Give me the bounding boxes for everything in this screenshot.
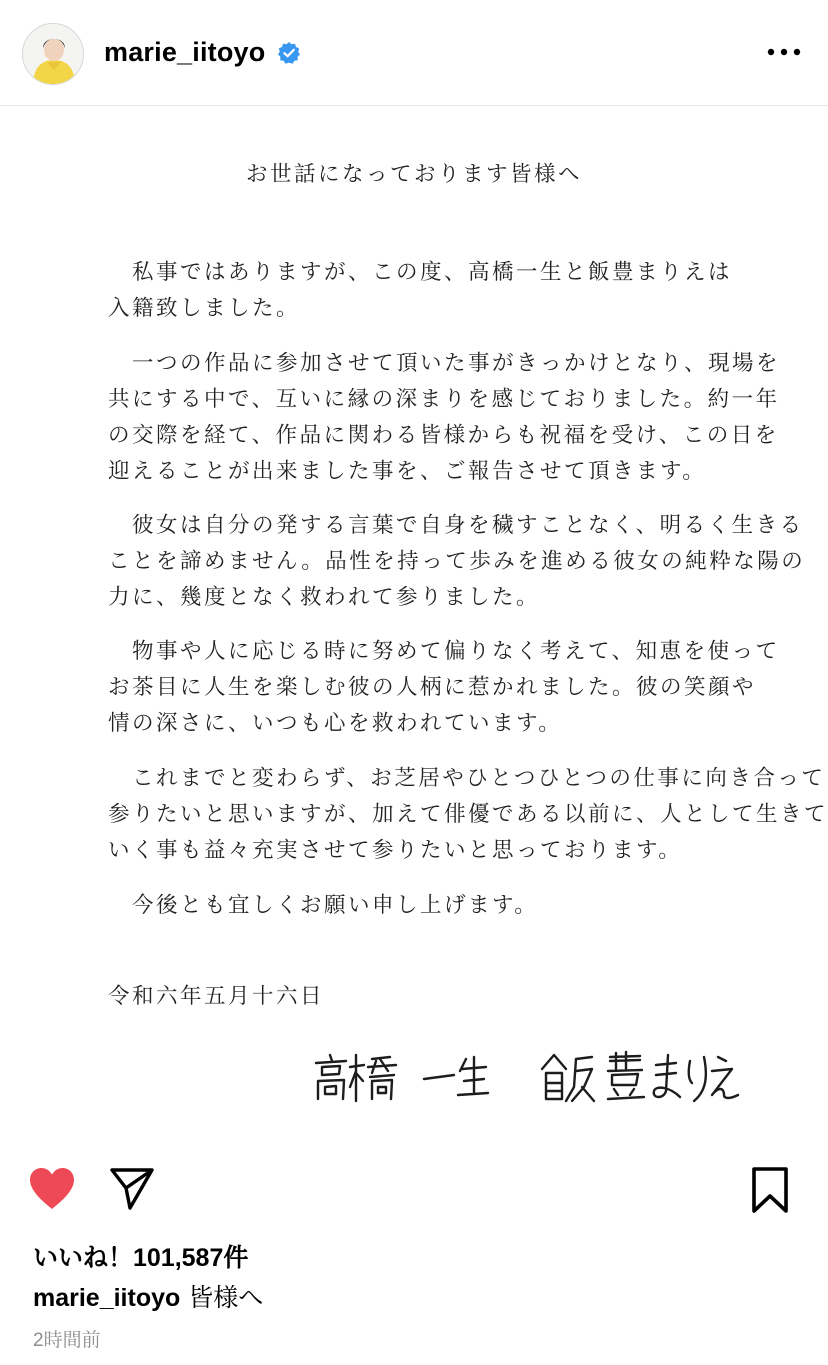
letter-line: 一つの作品に参加させて頂いた事がきっかけとなり、現場を — [108, 351, 781, 376]
letter-line: お茶目に人生を楽しむ彼の人柄に惹かれました。彼の笑顔や — [108, 675, 757, 700]
letter-line: 共にする中で、互いに縁の深まりを感じておりました。約一年 — [108, 387, 780, 412]
letter-salutation: お世話になっております皆様へ — [245, 162, 582, 187]
letter-paragraph — [108, 508, 806, 616]
letter-line: 参りたいと思いますが、加えて俳優である以前に、人として生きて — [108, 802, 828, 827]
letter-line: 今後とも宜しくお願い申し上げます。 — [108, 893, 539, 918]
share-icon[interactable] — [108, 1166, 156, 1212]
letter-paragraph — [108, 888, 728, 924]
letter-line: の交際を経て、作品に関わる皆様からも祝福を受け、この日を — [108, 423, 779, 448]
letter-line: 力に、幾度となく救われて参りました。 — [108, 585, 541, 610]
heart-icon[interactable] — [27, 1166, 77, 1212]
action-bar — [0, 1158, 828, 1222]
letter-paragraph — [108, 255, 733, 327]
avatar[interactable] — [22, 23, 84, 85]
letter-line: 情の深さに、いつも心を救われています。 — [108, 711, 563, 736]
post-header — [0, 0, 828, 106]
like-count[interactable]: いいね！101,587件 — [33, 1244, 249, 1272]
letter-line: 私事ではありますが、この度、高橋一生と飯豊まりえは — [108, 260, 733, 285]
letter-line: 入籍致しました。 — [108, 296, 301, 321]
caption-text: 皆様へ — [188, 1284, 264, 1312]
caption-username[interactable]: marie_iitoyo — [33, 1284, 181, 1312]
letter-line: いく事も益々充実させて参りたいと思っております。 — [108, 838, 683, 863]
verified-badge-icon — [277, 41, 301, 65]
letter-line: 彼女は自分の発する言葉で自身を穢すことなく、明るく生きる — [108, 513, 804, 538]
post-image[interactable] — [0, 107, 828, 1137]
letter-line: 物事や人に応じる時に努めて偏りなく考えて、知恵を使って — [108, 639, 780, 664]
more-options-icon[interactable] — [762, 36, 806, 68]
letter-paragraph — [108, 761, 828, 869]
letter-line: 迎えることが出来ました事を、ご報告させて頂きます。 — [108, 459, 707, 484]
letter-line: ことを諦めません。品性を持って歩みを進める彼女の純粋な陽の — [108, 549, 806, 574]
letter-line: これまでと変わらず、お芝居やひとつひとつの仕事に向き合って — [108, 766, 826, 791]
letter-paragraph — [108, 346, 781, 490]
username[interactable]: marie_iitoyo — [104, 37, 266, 67]
bookmark-icon[interactable] — [748, 1166, 792, 1214]
handwritten-signature — [310, 1047, 740, 1107]
caption — [33, 1278, 263, 1314]
post-timestamp: 2時間前 — [33, 1330, 101, 1351]
letter-paragraph — [108, 634, 780, 742]
letter-date: 令和六年五月十六日 — [108, 984, 325, 1009]
